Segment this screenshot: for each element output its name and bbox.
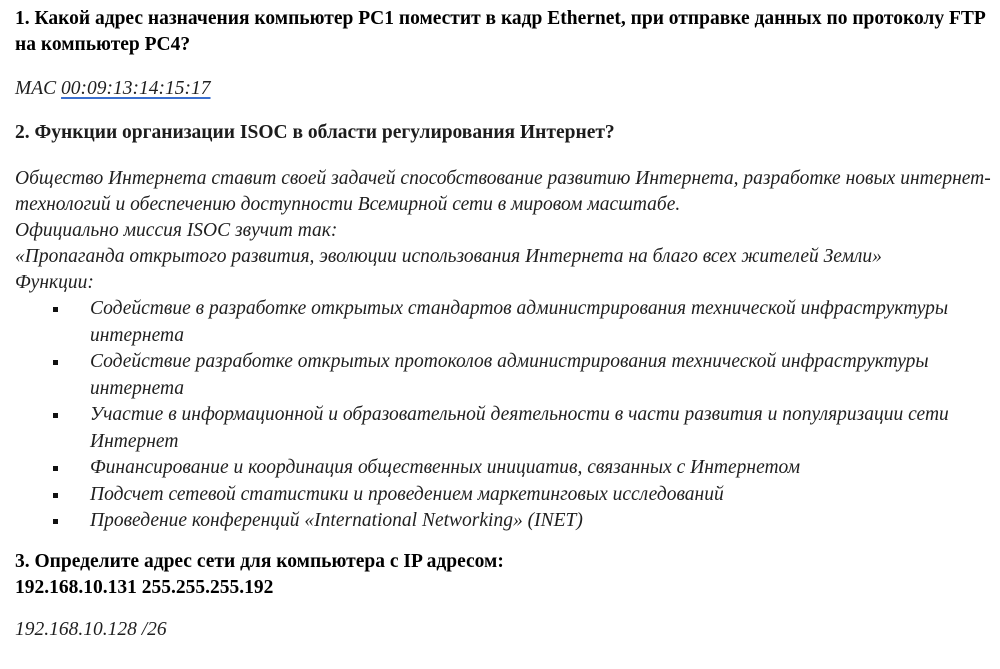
list-item-text: Содействие разработке открытых протоколов администрирования технической инфраструктуры интернета <box>90 351 929 399</box>
isoc-functions-label: Функции: <box>15 272 94 293</box>
list-item <box>53 296 995 349</box>
list-item <box>53 455 995 482</box>
list-item <box>53 349 995 402</box>
answer-1-prefix: MAC <box>15 78 62 99</box>
isoc-mission: «Пропаганда открытого развития, эволюции использования Интернета на благо всех жителей Земли» <box>15 246 882 267</box>
answer-1 <box>15 76 211 102</box>
isoc-mission-label: Официально миссия ISOC звучит так: <box>15 220 338 241</box>
bullet-icon <box>53 466 58 471</box>
question-1: 1. Какой адрес назначения компьютер PC1 поместит в кадр Ethernet, при отправке данных по протоколу FTP на компьютер PC4? <box>15 8 985 55</box>
isoc-functions-list <box>15 296 995 535</box>
list-item <box>53 402 995 455</box>
list-item-text: Содействие в разработке открытых стандартов администрирования технической инфраструктуры интернета <box>90 298 949 346</box>
list-item-text: Проведение конференций «International Networking» (INET) <box>90 510 583 531</box>
list-item-text: Финансирование и координация общественных инициатив, связанных с Интернетом <box>90 457 801 478</box>
question-3-line-1: 3. Определите адрес сети для компьютера с IP адресом: <box>15 551 504 572</box>
bullet-icon <box>53 413 58 418</box>
list-item <box>53 482 995 509</box>
bullet-icon <box>53 360 58 365</box>
bullet-icon <box>53 519 58 524</box>
list-item <box>53 508 995 535</box>
answer-3: 192.168.10.128 /26 <box>15 619 167 640</box>
bullet-icon <box>53 307 58 312</box>
question-3 <box>15 549 504 601</box>
bullet-icon <box>53 493 58 498</box>
list-item-text: Участие в информационной и образовательной деятельности в части развития и популяризации сети Интернет <box>90 404 949 452</box>
isoc-intro: Общество Интернета ставит своей задачей способствование развитию Интернета, разработке новых интернет-технологий и обеспечению доступности Всемирной сети в мировом масштабе. <box>15 168 991 215</box>
list-item-text: Подсчет сетевой статистики и проведением маркетинговых исследований <box>90 483 724 505</box>
answer-2 <box>15 166 995 535</box>
mac-address-value: 00:09:13:14:15:17 <box>61 78 211 99</box>
question-3-line-2: 192.168.10.131 255.255.255.192 <box>15 577 274 598</box>
question-2: 2. Функции организации ISOC в области регулирования Интернет? <box>15 122 615 143</box>
